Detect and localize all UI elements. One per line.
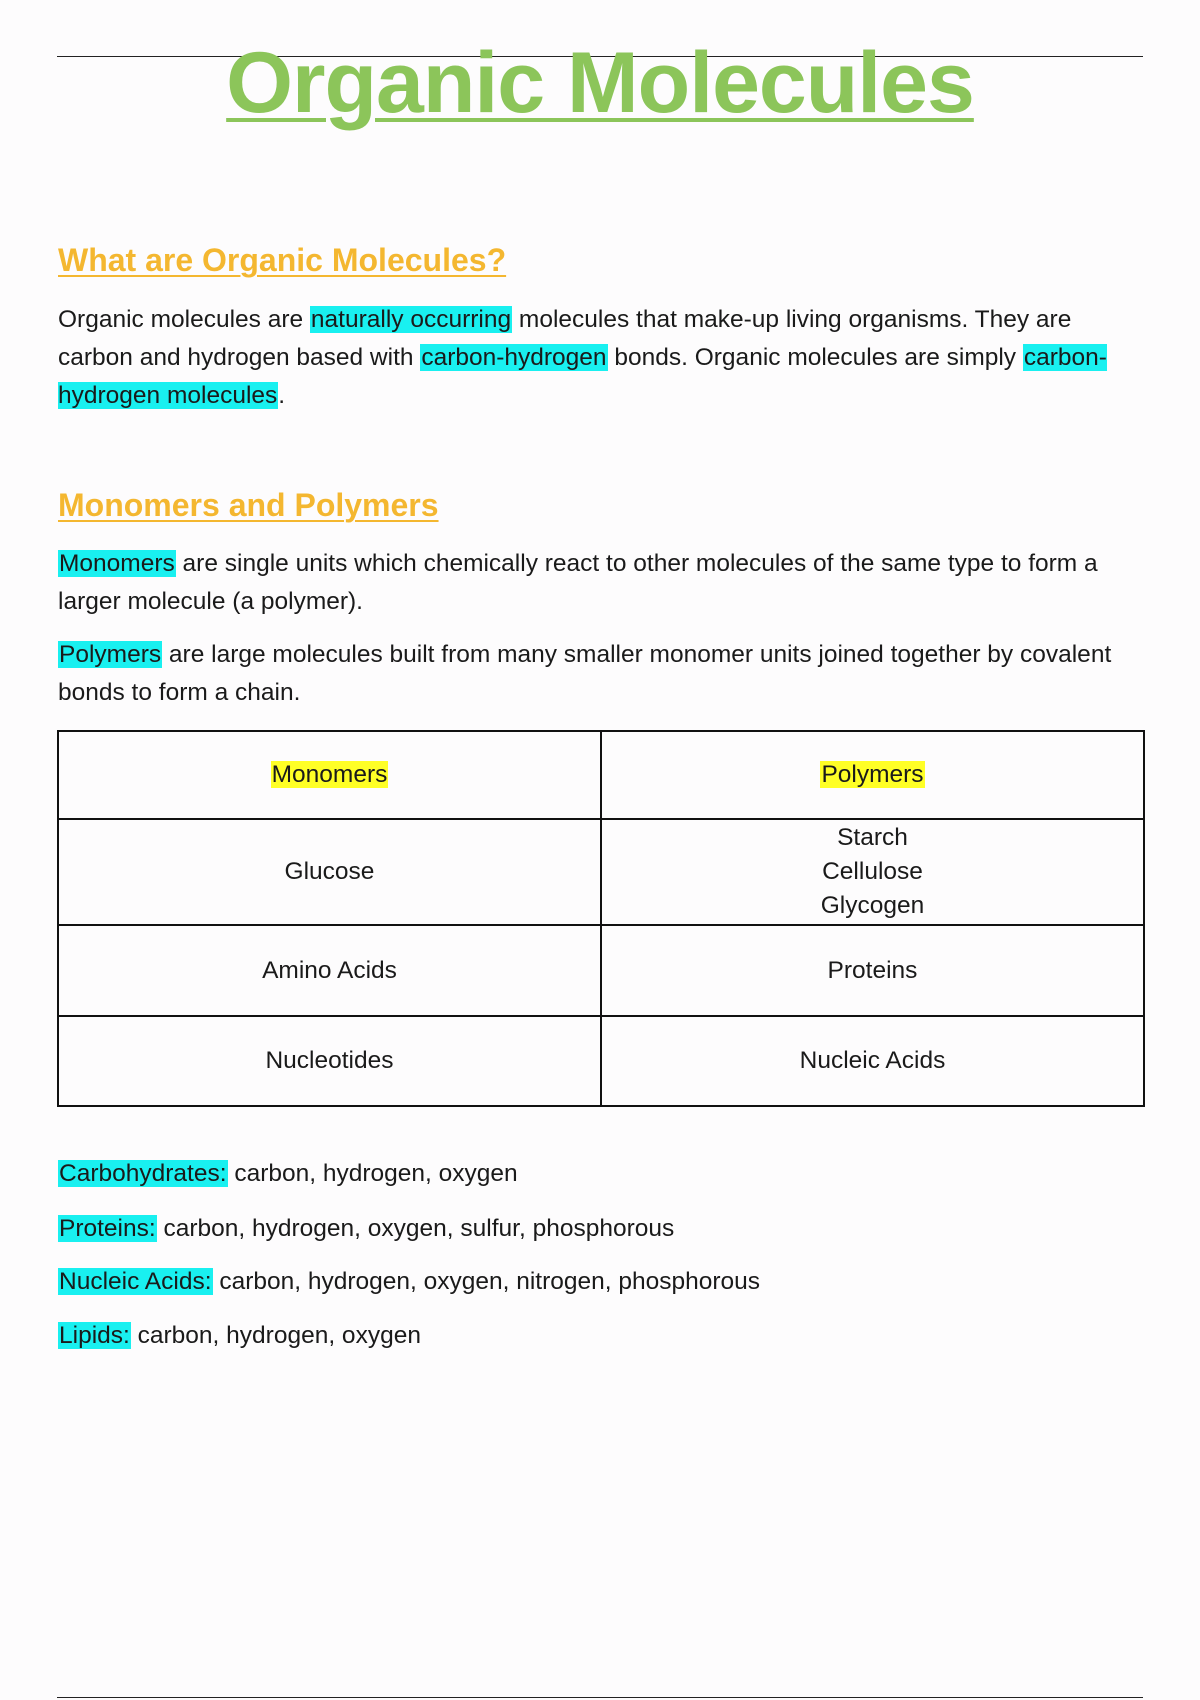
header-polymers: Polymers (821, 761, 924, 788)
intro-paragraph: Organic molecules are naturally occurring molecules that make-up living organisms. They are carbon and hydrogen based with carbon-hydrogen bonds. Organic molecules are simply carbon-hydrogen molecules. (58, 306, 1107, 409)
label-carbohydrates: Carbohydrates: (59, 1160, 227, 1187)
highlight-polymers: Polymers (59, 641, 162, 668)
table-cell-monomer: Glucose (58, 819, 601, 925)
table-cell-polymers (601, 819, 1144, 925)
highlight-naturally-occurring: naturally occurring (310, 306, 512, 333)
polymer-item: Glycogen (820, 892, 925, 919)
element-line-nucleic-acids: Nucleic Acids: carbon, hydrogen, oxygen, nitrogen, phosphorous (59, 1268, 761, 1295)
table-header-cell (601, 731, 1144, 819)
label-lipids: Lipids: (59, 1322, 130, 1349)
section-heading-what-are: What are Organic Molecules? (58, 242, 507, 278)
element-line-carbohydrates: Carbohydrates: carbon, hydrogen, oxygen (59, 1160, 518, 1187)
page-title: Organic Molecules (226, 35, 974, 131)
element-line-lipids: Lipids: carbon, hydrogen, oxygen (59, 1322, 421, 1349)
table-cell-polymers (601, 1016, 1144, 1106)
label-nucleic-acids: Nucleic Acids: (59, 1268, 212, 1295)
polymer-item: Cellulose (822, 858, 923, 885)
section-heading-monomers-polymers: Monomers and Polymers (58, 487, 439, 523)
polymer-item: Nucleic Acids (799, 1047, 946, 1074)
table-cell-monomer: Amino Acids (58, 925, 601, 1016)
polymers-paragraph: Polymers are large molecules built from many smaller monomer units joined together by covalent bonds to form a chain. (58, 641, 1112, 706)
table-cell-polymers (601, 925, 1144, 1016)
element-line-proteins: Proteins: carbon, hydrogen, oxygen, sulfur, phosphorous (59, 1215, 675, 1242)
monomer-polymer-table (57, 730, 1145, 1107)
table-row (58, 925, 1144, 1016)
bottom-rule (57, 1697, 1143, 1698)
table-header-row (58, 731, 1144, 819)
table-header-cell (58, 731, 601, 819)
monomers-paragraph: Monomers are single units which chemically react to other molecules of the same type to form a larger molecule (a polymer). (58, 550, 1098, 615)
highlight-monomers: Monomers (59, 550, 175, 577)
table-row (58, 819, 1144, 925)
table-row (58, 1016, 1144, 1106)
header-monomers: Monomers (271, 761, 388, 788)
table-cell-monomer: Nucleotides (58, 1016, 601, 1106)
highlight-carbon-hydrogen: carbon-hydrogen (421, 344, 607, 371)
polymer-item: Starch (837, 824, 908, 851)
highlight-carbon-hydrogen-molecules: carbon-hydrogen molecules (58, 344, 1107, 409)
label-proteins: Proteins: (59, 1215, 156, 1242)
polymer-item: Proteins (827, 956, 918, 984)
